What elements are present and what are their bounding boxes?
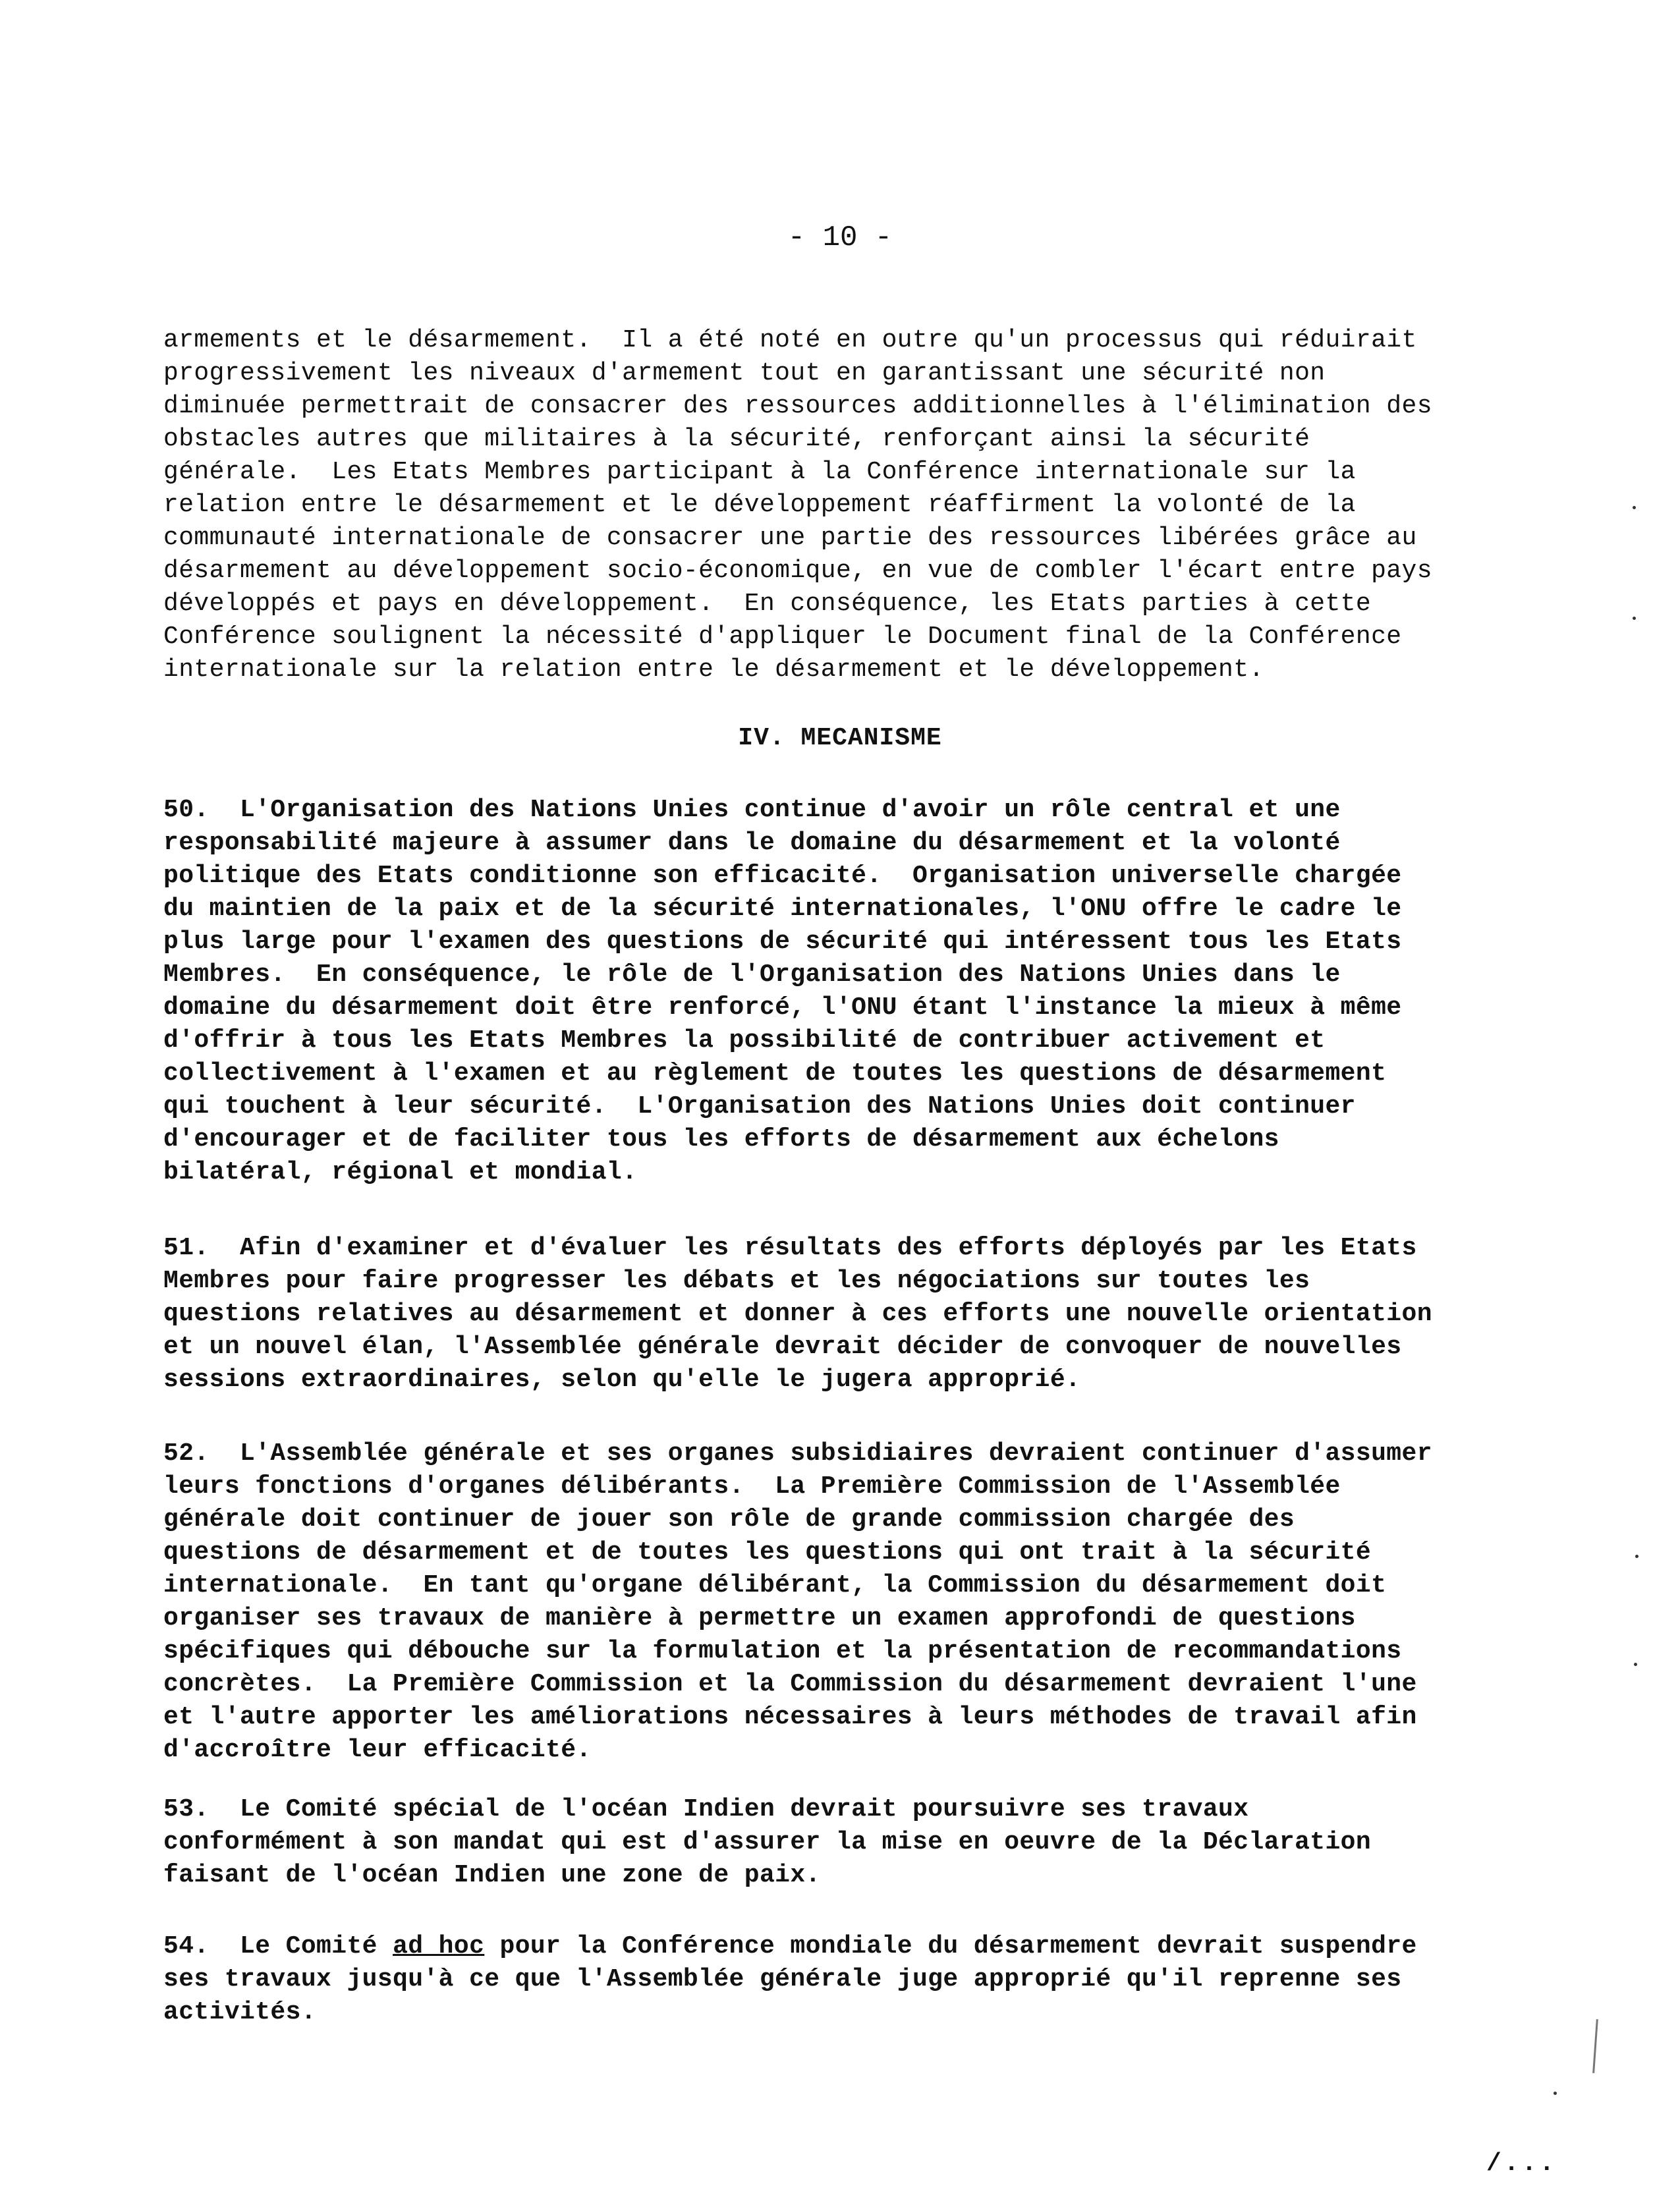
text-line: collectivement à l'examen et au règlement de toutes les questions de désarmement	[163, 1059, 1387, 1088]
text-line: obstacles autres que militaires à la sécurité, renforçant ainsi la sécurité	[163, 425, 1310, 453]
paragraph-54	[163, 1930, 1580, 2029]
text-line: 53. Le Comité spécial de l'océan Indien devrait poursuivre ses travaux	[163, 1795, 1249, 1823]
text-line: d'offrir à tous les Etats Membres la possibilité de contribuer activement et	[163, 1026, 1326, 1055]
text-line	[163, 1930, 1580, 1963]
scan-speck	[1633, 617, 1636, 620]
text-line: responsabilité majeure à assumer dans le domaine du désarmement et la volonté	[163, 829, 1341, 857]
text-line: politique des Etats conditionne son efficacité. Organisation universelle chargée	[163, 862, 1402, 890]
text-fragment: 54. Le Comité	[163, 1932, 393, 1961]
text-line: sessions extraordinaires, selon qu'elle le jugera approprié.	[163, 1366, 1081, 1394]
text-line: internationale. En tant qu'organe délibérant, la Commission du désarmement doit	[163, 1571, 1387, 1600]
text-line: bilatéral, régional et mondial.	[163, 1158, 638, 1186]
text-line: d'encourager et de faciliter tous les efforts de désarmement aux échelons	[163, 1125, 1279, 1154]
text-line: diminuée permettrait de consacrer des ressources additionnelles à l'élimination des	[163, 392, 1432, 420]
text-line: faisant de l'océan Indien une zone de paix.	[163, 1861, 821, 1889]
text-line: Membres pour faire progresser les débats et les négociations sur toutes les	[163, 1267, 1310, 1295]
text-line: 51. Afin d'examiner et d'évaluer les résultats des efforts déployés par les Etats	[163, 1234, 1417, 1262]
text-line: concrètes. La Première Commission et la Commission du désarmement devraient l'une	[163, 1670, 1417, 1698]
underlined-term: ad hoc	[393, 1932, 485, 1961]
text-line: domaine du désarmement doit être renforcé, l'ONU étant l'instance la mieux à même	[163, 993, 1402, 1022]
text-line: qui touchent à leur sécurité. L'Organisation des Nations Unies doit continuer	[163, 1092, 1356, 1121]
text-line: conformément à son mandat qui est d'assurer la mise en oeuvre de la Déclaration	[163, 1828, 1372, 1856]
paragraph-52	[163, 1437, 1580, 1767]
text-line: 52. L'Assemblée générale et ses organes subsidiaires devraient continuer d'assumer	[163, 1439, 1432, 1468]
paragraph-51	[163, 1232, 1580, 1397]
paragraph-50	[163, 794, 1580, 1189]
scan-speck	[1634, 1663, 1637, 1666]
intro-paragraph	[163, 324, 1580, 686]
paragraph-53	[163, 1793, 1580, 1892]
scan-speck	[1633, 506, 1636, 509]
text-line: du maintien de la paix et de la sécurité internationales, l'ONU offre le cadre le	[163, 895, 1402, 923]
text-line: internationale sur la relation entre le désarmement et le développement.	[163, 655, 1264, 684]
text-line: spécifiques qui débouche sur la formulation et la présentation de recommandations	[163, 1637, 1402, 1665]
text-line: générale doit continuer de jouer son rôle de grande commission chargée des	[163, 1505, 1295, 1534]
text-line: armements et le désarmement. Il a été noté en outre qu'un processus qui réduirait	[163, 326, 1417, 354]
text-line: et un nouvel élan, l'Assemblée générale devrait décider de convoquer de nouvelles	[163, 1333, 1402, 1361]
text-line: progressivement les niveaux d'armement tout en garantissant une sécurité non	[163, 359, 1326, 387]
text-line: 50. L'Organisation des Nations Unies continue d'avoir un rôle central et une	[163, 796, 1341, 824]
text-line: leurs fonctions d'organes délibérants. La Première Commission de l'Assemblée	[163, 1472, 1341, 1501]
scan-scribble	[1592, 2019, 1598, 2073]
section-heading: IV. MECANISME	[738, 724, 942, 752]
text-line: questions de désarmement et de toutes les questions qui ont trait à la sécurité	[163, 1538, 1372, 1567]
text-line: relation entre le désarmement et le développement réaffirment la volonté de la	[163, 491, 1356, 519]
text-line: et l'autre apporter les améliorations nécessaires à leurs méthodes de travail afin	[163, 1703, 1417, 1731]
text-line: Membres. En conséquence, le rôle de l'Organisation des Nations Unies dans le	[163, 960, 1341, 989]
continuation-mark: /...	[1486, 2150, 1557, 2178]
text-line: ses travaux jusqu'à ce que l'Assemblée générale juge approprié qu'il reprenne ses	[163, 1965, 1402, 1993]
text-line: Conférence soulignent la nécessité d'appliquer le Document final de la Conférence	[163, 623, 1402, 651]
scan-speck	[1554, 2092, 1557, 2095]
text-line: questions relatives au désarmement et donner à ces efforts une nouvelle orientation	[163, 1300, 1432, 1328]
text-line: organiser ses travaux de manière à permettre un examen approfondi de questions	[163, 1604, 1356, 1632]
text-fragment: pour la Conférence mondiale du désarmement devrait suspendre	[484, 1932, 1417, 1961]
page-number: - 10 -	[787, 221, 893, 254]
text-line: désarmement au développement socio-économique, en vue de combler l'écart entre pays	[163, 557, 1432, 585]
text-line: générale. Les Etats Membres participant à la Conférence internationale sur la	[163, 458, 1356, 486]
text-line: activités.	[163, 1998, 317, 2026]
text-line: d'accroître leur efficacité.	[163, 1736, 592, 1764]
scan-speck	[1635, 1555, 1638, 1558]
text-line: plus large pour l'examen des questions de sécurité qui intéressent tous les Etats	[163, 928, 1402, 956]
text-line: communauté internationale de consacrer une partie des ressources libérées grâce au	[163, 524, 1417, 552]
text-line: développés et pays en développement. En conséquence, les Etats parties à cette	[163, 590, 1372, 618]
